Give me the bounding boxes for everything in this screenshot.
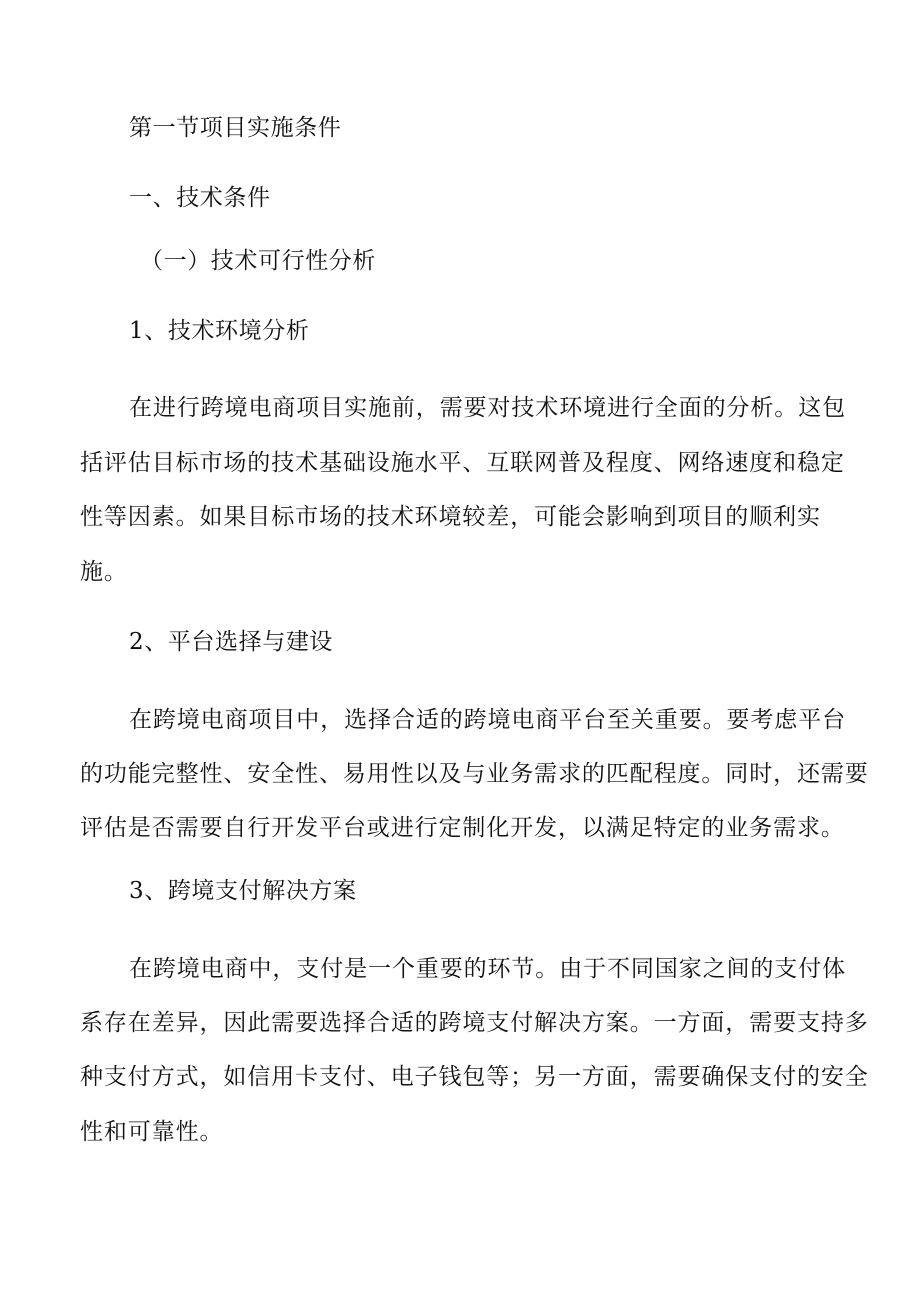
paragraph-line: 施。	[80, 559, 128, 585]
section-title: 第一节项目实施条件	[129, 115, 342, 141]
paragraph-line: 种支付方式，如信用卡支付、电子钱包等；另一方面，需要确保支付的安全	[80, 1064, 869, 1090]
paragraph-line: 在进行跨境电商项目实施前，需要对技术环境进行全面的分析。这包	[129, 395, 846, 421]
item-heading-cross-border-payment: 3、跨境支付解决方案	[129, 878, 357, 904]
paragraph-line: 性等因素。如果目标市场的技术环境较差，可能会影响到项目的顺利实	[80, 504, 821, 530]
paragraph-line: 评估是否需要自行开发平台或进行定制化开发，以满足特定的业务需求。	[80, 815, 845, 841]
paragraph-line: 性和可靠性。	[80, 1119, 224, 1145]
item-heading-platform-selection: 2、平台选择与建设	[129, 629, 334, 655]
paragraph-line: 在跨境电商中，支付是一个重要的环节。由于不同国家之间的支付体	[129, 956, 846, 982]
paragraph-line: 在跨境电商项目中，选择合适的跨境电商平台至关重要。要考虑平台	[129, 707, 846, 733]
item-heading-tech-environment: 1、技术环境分析	[129, 318, 310, 344]
paragraph-line: 系存在差异，因此需要选择合适的跨境支付解决方案。一方面，需要支持多	[80, 1010, 869, 1036]
heading-technical-conditions: 一、技术条件	[129, 185, 271, 211]
heading-feasibility-analysis: （一）技术可行性分析	[140, 248, 376, 274]
paragraph-line: 的功能完整性、安全性、易用性以及与业务需求的匹配程度。同时，还需要	[80, 761, 869, 787]
paragraph-line: 括评估目标市场的技术基础设施水平、互联网普及程度、网络速度和稳定	[80, 450, 845, 476]
